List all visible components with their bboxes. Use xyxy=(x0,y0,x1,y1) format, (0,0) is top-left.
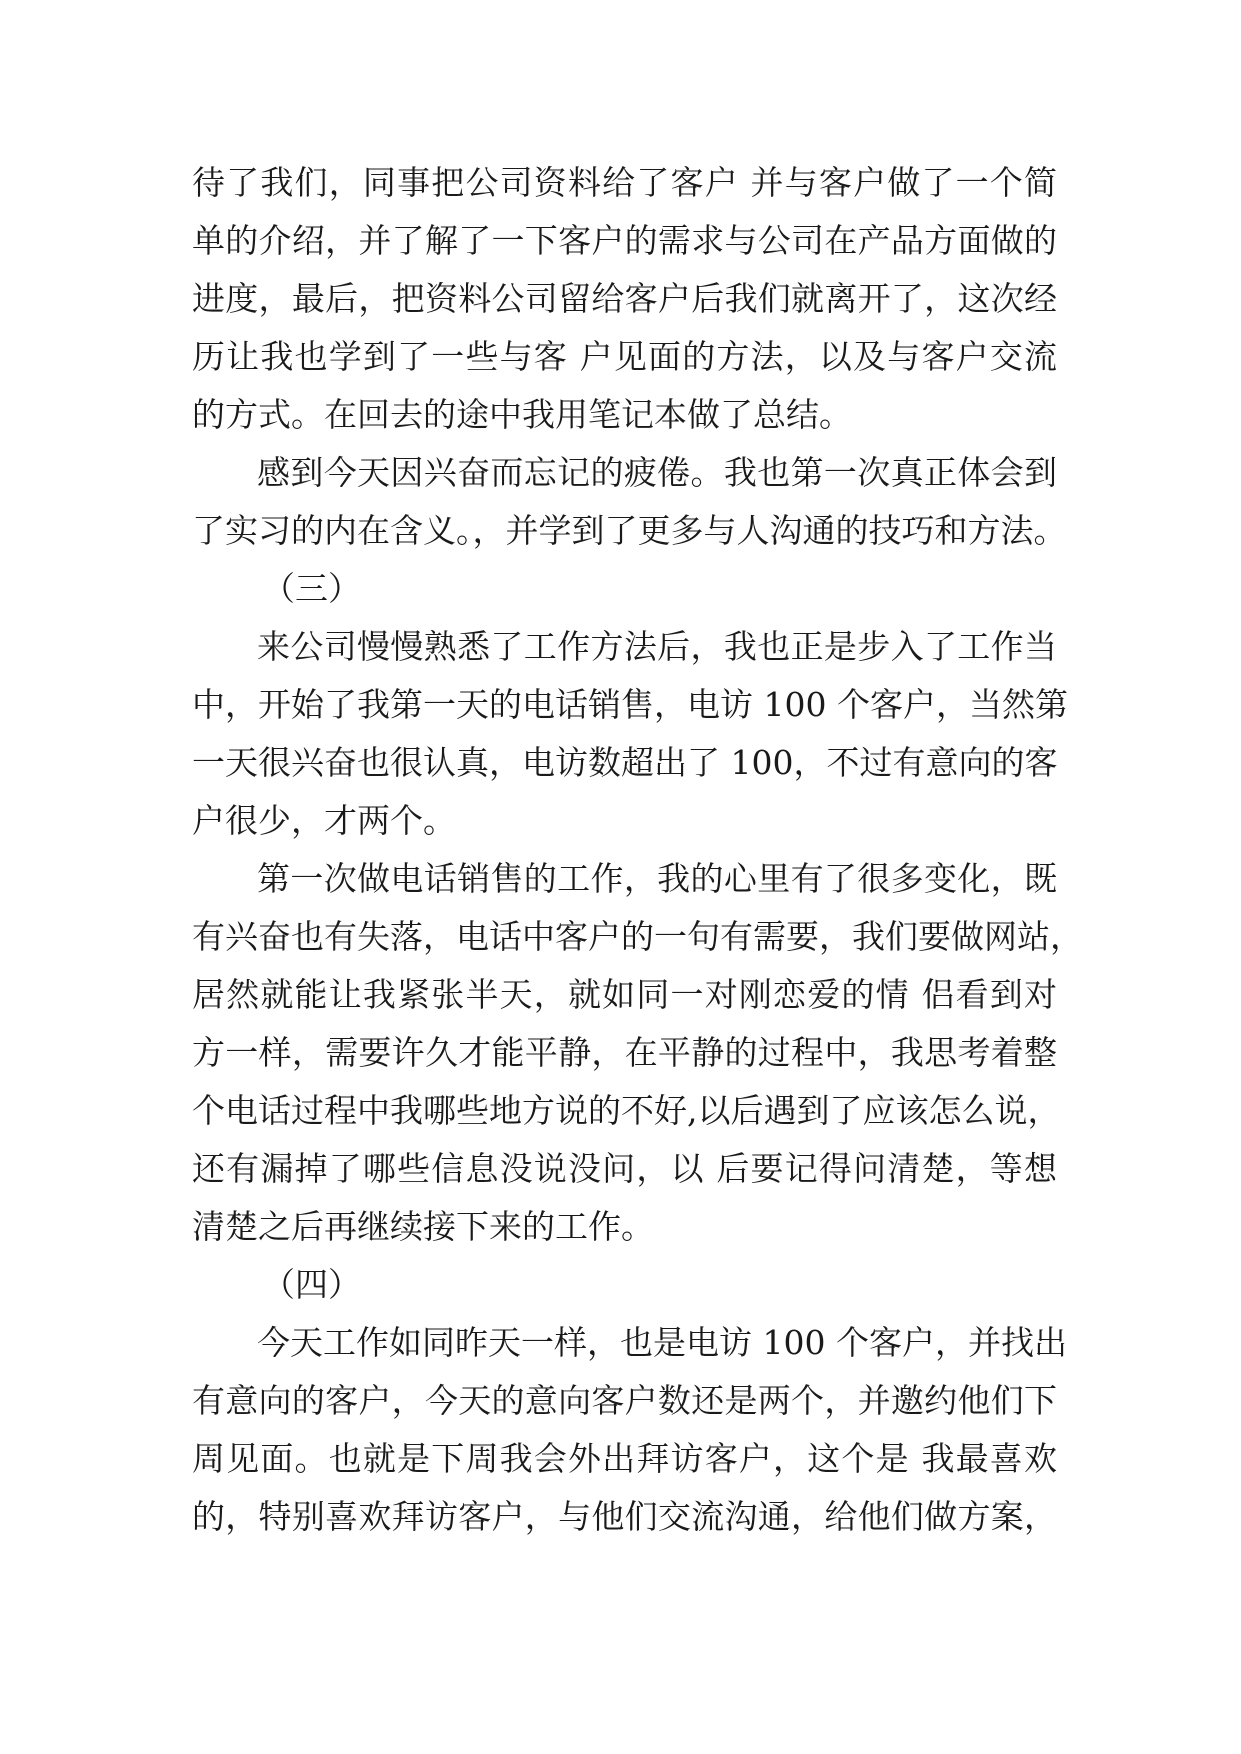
text-line: 中，开始了我第一天的电话销售，电访 100 个客户，当然第 xyxy=(192,685,1068,724)
section-heading-3: （三） xyxy=(262,569,361,608)
text-line: 进度，最后，把资料公司留给客户后我们就离开了，这次经 xyxy=(192,279,1057,318)
text-line: 户很少，才两个。 xyxy=(192,801,456,840)
text-line: 第一次做电话销售的工作，我的心里有了很多变化，既 xyxy=(257,859,1057,898)
text-line: 有意向的客户，今天的意向客户数还是两个，并邀约他们下 xyxy=(192,1381,1057,1420)
text-line: 方一样，需要许久才能平静，在平静的过程中，我思考着整 xyxy=(192,1033,1057,1072)
text-line: 的方式。在回去的途中我用笔记本做了总结。 xyxy=(192,395,852,434)
text-line: 来公司慢慢熟悉了工作方法后，我也正是步入了工作当 xyxy=(257,627,1057,666)
text-line: 单的介绍，并了解了一下客户的需求与公司在产品方面做的 xyxy=(192,221,1057,260)
text-line: 了实习的内在含义。，并学到了更多与人沟通的技巧和方法。 xyxy=(192,511,1067,550)
text-line: 还有漏掉了哪些信息没说没问，以 后要记得问清楚，等想 xyxy=(192,1149,1057,1188)
text-line: 一天很兴奋也很认真，电访数超出了 100，不过有意向的客 xyxy=(192,743,1058,782)
text-line: 历让我也学到了一些与客 户见面的方法，以及与客户交流 xyxy=(192,337,1057,376)
text-line: 的，特别喜欢拜访客户，与他们交流沟通，给他们做方案， xyxy=(192,1497,1057,1536)
text-line: 居然就能让我紧张半天，就如同一对刚恋爱的情 侣看到对 xyxy=(192,975,1057,1014)
text-line: 个电话过程中我哪些地方说的不好,以后遇到了应该怎么说， xyxy=(192,1091,1061,1130)
text-line: 清楚之后再继续接下来的工作。 xyxy=(192,1207,654,1246)
text-line: 周见面。也就是下周我会外出拜访客户，这个是 我最喜欢 xyxy=(192,1439,1057,1478)
text-line: 有兴奋也有失落，电话中客户的一句有需要，我们要做网站， xyxy=(192,917,1083,956)
text-line: 感到今天因兴奋而忘记的疲倦。我也第一次真正体会到 xyxy=(257,453,1057,492)
text-line: 今天工作如同昨天一样，也是电访 100 个客户，并找出 xyxy=(257,1323,1067,1362)
section-heading-4: （四） xyxy=(262,1265,361,1304)
text-line: 待了我们，同事把公司资料给了客户 并与客户做了一个简 xyxy=(192,163,1057,202)
